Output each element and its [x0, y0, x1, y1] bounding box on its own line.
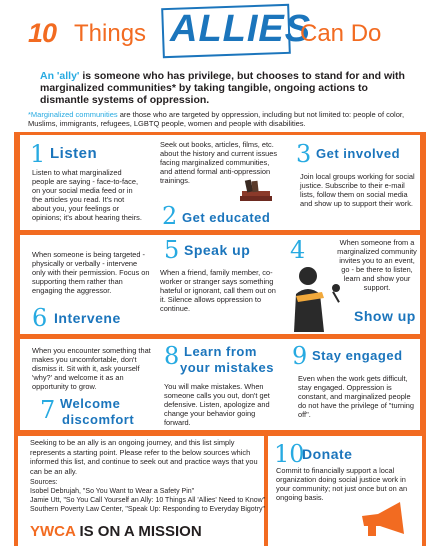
section-2-number: 2: [162, 202, 178, 230]
section-10-text: Commit to financially support a local organization doing social justice work in your community; not just once but on an ongoing basis.: [276, 466, 408, 502]
section-4-number: 4: [290, 236, 306, 264]
section-3-text: Join local groups working for social justice. Subscribe to their e-mail lists, follow them on social media and show up to support their work.: [300, 172, 415, 208]
ywca-footer-logo: [30, 523, 202, 540]
source-item: Jamie Utt, "So You Call Yourself an Ally: 10 Things All 'Allies' Need to Know": [30, 497, 266, 504]
page-title: [24, 4, 424, 60]
source-item: Southern Poverty Law Center, "Speak Up: Responding to Everyday Bigotry": [30, 506, 265, 513]
section-7-text: When you encounter something that makes you uncomfortable, don't dismiss it. Sit with it, ask yourself 'why?' and welcome it as an opportunity to grow.: [32, 346, 151, 391]
mission-text: IS ON A MISSION: [75, 523, 202, 540]
section-1-text: Listen to what marginalized people are saying - face-to-face, on your social media feed or in the articles you read. It's not about you, your feelings or opinions; it's about hearing theirs.: [32, 168, 142, 222]
books-icon: [238, 178, 274, 204]
source-item: Isobel Debrujah, "So You Want to Wear a Safety Pin": [30, 488, 195, 495]
bottom-left-edge: [14, 436, 18, 546]
section-7-title-line2: discomfort: [62, 412, 135, 427]
section-10-title: Donate: [302, 446, 353, 462]
section-1-title: Listen: [50, 145, 98, 162]
section-9-text: Even when the work gets difficult, stay engaged. Oppression is constant, and marginalized people do not have the privilege of "turning off".: [298, 374, 415, 419]
intro-paragraph: [40, 70, 412, 106]
section-5-number: 5: [164, 236, 180, 264]
section-5-title: Speak up: [184, 242, 251, 258]
section-9-number: 9: [292, 342, 308, 370]
title-can-do: Can Do: [300, 20, 382, 47]
marginalized-definition: [28, 110, 418, 128]
middle-orange-edge: [14, 430, 426, 436]
right-orange-edge: [420, 132, 426, 432]
section-1-number: 1: [30, 140, 46, 168]
intro-rest: is someone who has privilege, but chooses to stand for and with marginalized communities* by taking tangible, ongoing actions to dismantle systems of oppression.: [40, 70, 405, 106]
section-10-number: 10: [274, 440, 305, 468]
section-2-title: Get educated: [182, 210, 271, 225]
marginalized-rest: are those who are targeted by oppression, including but not limited to: people of color, Muslims, immigrants, refugees, LGBTQ people, women and people with disabilities.: [28, 110, 405, 128]
bottom-right-edge: [422, 436, 426, 546]
section-7-title-line1: Welcome: [60, 396, 121, 411]
section-5-text: When a friend, family member, co-worker or stranger says something hateful or ignorant, call them out on it. Silence allows oppression to continue.: [160, 268, 276, 313]
section-6-number: 6: [32, 304, 48, 332]
marginalized-term: *Marginalized communities: [28, 110, 118, 119]
ally-term: An 'ally': [40, 70, 80, 82]
section-8-number: 8: [164, 342, 180, 370]
title-number: 10: [28, 18, 57, 48]
section-2-text: Seek out books, articles, films, etc. about the history and current issues facing marginalized communities, and attend formal anti-oppression trainings.: [160, 140, 278, 185]
section-8-title-line2: your mistakes: [180, 360, 274, 375]
section-4-title: Show up: [354, 308, 416, 324]
section-6-text: When someone is being targeted - physically or verbally - intervene only with their permission. Focus on supporting them rather than engaging the aggressor.: [32, 250, 150, 295]
section-4-text: When someone from a marginalized community invites you to an event, go - be there to listen, learn and show your support.: [337, 238, 417, 292]
title-things: Things: [74, 20, 147, 47]
microphone-icon: [330, 282, 350, 304]
section-8-title-line1: Learn from: [184, 344, 257, 359]
row1-orange-edge: [14, 230, 426, 235]
section-3-number: 3: [296, 140, 312, 168]
row2-orange-edge: [14, 334, 426, 339]
speaker-person-icon: [286, 262, 336, 332]
bullhorn-icon: [358, 500, 412, 540]
closing-text: Seeking to be an ally is an ongoing journey, and this list simply represents a starting point. Please refer to the below sources which informed this list, and continue to seek out and practice ways that you can be an ally.: [30, 438, 258, 476]
section-8-text: You will make mistakes. When someone calls you out, don't get defensive. Listen, apologize and change your behavior going forward.: [164, 382, 270, 427]
section-9-title: Stay engaged: [312, 348, 403, 363]
ywca-wordmark: YWCA: [30, 523, 76, 540]
title-allies: ALLIES: [170, 8, 312, 50]
section-7-number: 7: [40, 396, 56, 424]
section-3-title: Get involved: [316, 146, 401, 161]
section-6-title: Intervene: [54, 310, 121, 326]
sources-label: Sources:: [30, 479, 58, 486]
